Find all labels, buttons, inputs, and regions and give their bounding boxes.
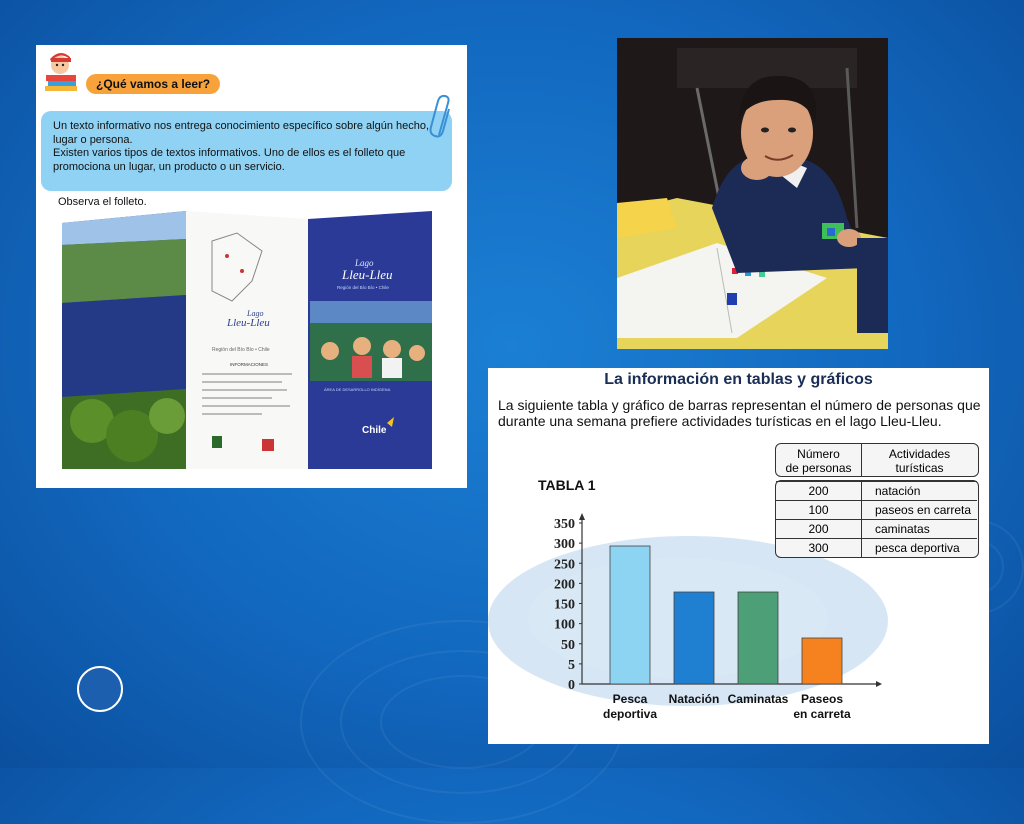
brochure-image: [62, 211, 432, 469]
brochure-center-subtitle: Región del Bío Bío • Chile: [212, 347, 270, 353]
student-photo: [617, 38, 888, 349]
x-axis-arrow: [876, 681, 882, 687]
x-category-label: en carreta: [793, 707, 851, 721]
table-cell-number: 100: [808, 503, 829, 517]
bar: [802, 638, 842, 684]
info-line: Un texto informativo nos entrega conocimiento específico sobre algún hecho,: [53, 120, 430, 132]
brochure-subtitle: Región del Bío Bío • Chile: [337, 285, 389, 290]
y-tick-label: 100: [554, 617, 575, 633]
table-cell-activity: natación: [875, 484, 921, 498]
reading-panel: [36, 45, 467, 488]
table-row: [776, 519, 977, 538]
table-header: [775, 443, 979, 477]
y-tick-label: 350: [554, 517, 575, 532]
y-tick-label: 250: [554, 557, 575, 573]
data-table: [775, 480, 979, 558]
info-line: lugar o persona.: [53, 133, 133, 146]
table-cell-activity: caminatas: [875, 522, 930, 536]
bar: [674, 592, 714, 684]
info-box: [41, 111, 452, 191]
y-axis-arrow: [579, 513, 585, 520]
student-photo-image: [617, 38, 888, 349]
chart-description: La siguiente tabla y gráfico de barras representan el número de personas que durante una semana prefiere actividades turísticas en el lago Lleu-Lleu.: [498, 397, 981, 429]
observe-text: Observa el folleto.: [58, 196, 147, 208]
table-cell-number: 200: [808, 484, 829, 498]
x-category-label: Caminatas: [727, 692, 789, 706]
chart-panel: [488, 368, 989, 744]
brochure-brand: Chile: [362, 425, 387, 436]
brochure-center-title-big: Lleu-Lleu: [227, 317, 270, 329]
x-category-label: deportiva: [602, 707, 658, 721]
y-tick-label: 5: [568, 657, 575, 673]
x-category-label: Natación: [668, 692, 720, 706]
info-line: promociona un lugar, un producto o un servicio.: [53, 160, 285, 173]
brochure-title-small: Lago: [355, 258, 374, 268]
table-header-activity: Actividades turísticas: [888, 447, 951, 475]
bar: [738, 592, 778, 684]
chart-section-title: La información en tablas y gráficos: [604, 371, 873, 388]
section-heading: ¿Qué vamos a leer?: [86, 74, 220, 94]
table-cell-activity: paseos en carreta: [875, 503, 972, 517]
brochure-area-text: ÁREA DE DESARROLLO INDÍGENA: [324, 387, 391, 392]
table-row: [776, 500, 977, 519]
x-category-label: Pesca: [612, 692, 648, 706]
x-category-label: Paseos: [800, 692, 844, 706]
paperclip-icon: [428, 93, 450, 141]
chart-title: TABLA 1: [538, 477, 596, 493]
y-tick-label: 0: [568, 678, 575, 693]
y-tick-label: 300: [554, 537, 575, 553]
y-tick-label: 150: [554, 597, 575, 613]
y-tick-label: 200: [554, 577, 575, 593]
table-row: [776, 481, 977, 500]
table-cell-activity: pesca deportiva: [875, 541, 960, 555]
brochure-center-title-small: Lago: [247, 309, 264, 318]
brochure-title-big: Lleu-Lleu: [342, 267, 393, 282]
reading-kid-icon: [42, 49, 86, 93]
table-cell-number: 200: [808, 522, 829, 536]
info-line: Existen varios tipos de textos informativos. Uno de ellos es el folleto que: [53, 147, 406, 159]
brochure-informaciones: INFORMACIONES: [230, 362, 269, 367]
y-tick-label: 50: [561, 637, 575, 653]
bar: [610, 546, 650, 684]
navigation-circle-button[interactable]: [77, 666, 123, 712]
table-row: [776, 538, 977, 557]
table-header-number: Número de personas: [785, 447, 852, 475]
table-cell-number: 300: [808, 541, 829, 555]
